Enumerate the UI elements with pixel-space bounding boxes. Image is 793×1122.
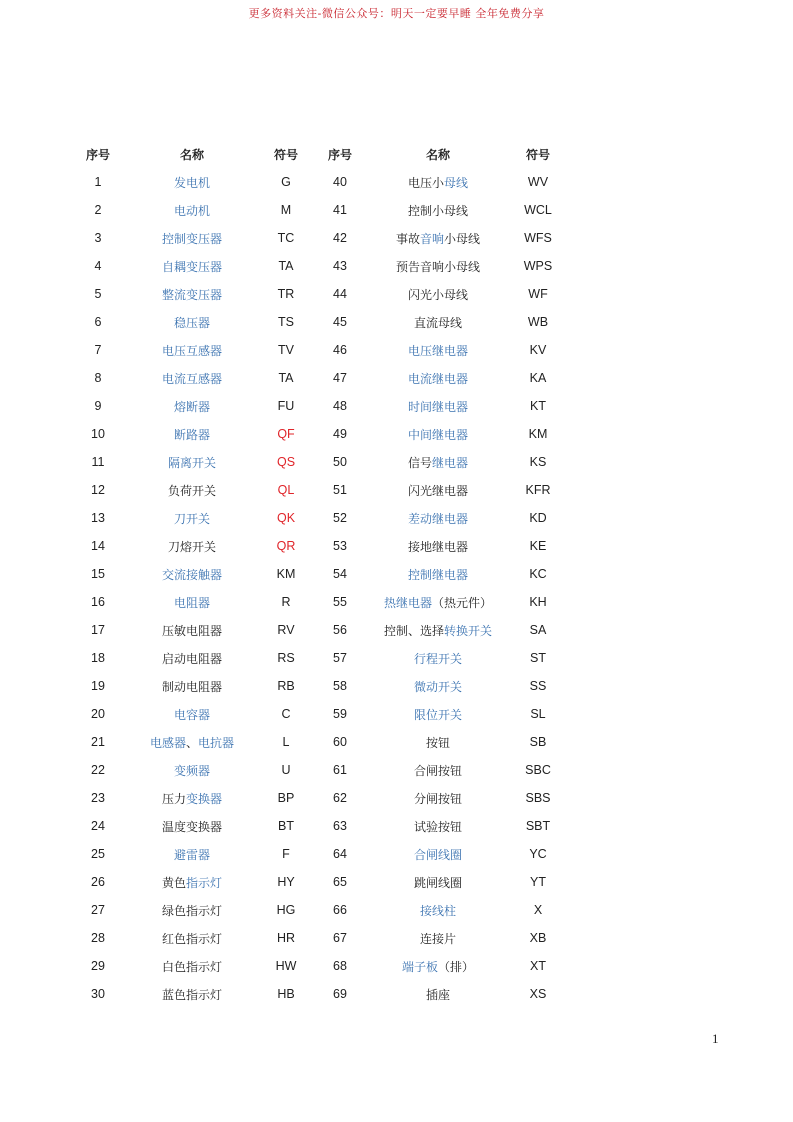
symbol-cell: XS	[529, 987, 547, 1001]
name-text: 制动电阻器	[161, 679, 222, 694]
index-cell: 5	[94, 287, 102, 301]
symbol-cell: KFR	[525, 483, 551, 497]
table-header-row	[70, 140, 566, 168]
name-text: 预告音响小母线	[395, 259, 480, 274]
symbol-cell: WCL	[524, 203, 552, 217]
index-cell: 51	[333, 483, 347, 497]
linked-term[interactable]: 发电机	[173, 175, 210, 190]
index-cell: 22	[91, 763, 105, 777]
name-cell	[366, 728, 510, 756]
name-text: 按钮	[425, 735, 450, 750]
name-cell	[126, 308, 258, 336]
index-cell: 18	[91, 651, 105, 665]
index-cell: 26	[91, 875, 105, 889]
table-row	[70, 224, 566, 252]
name-cell	[366, 252, 510, 280]
name-cell	[366, 476, 510, 504]
index-cell: 20	[91, 707, 105, 721]
linked-term[interactable]: 变换器	[186, 791, 223, 806]
table-row	[70, 896, 566, 924]
symbol-cell: KS	[529, 455, 547, 469]
index-cell: 6	[94, 315, 102, 329]
index-cell: 68	[333, 959, 347, 973]
symbol-cell: SS	[529, 679, 547, 693]
name-cell	[126, 952, 258, 980]
linked-term[interactable]: 合闸线圈	[413, 847, 462, 862]
symbol-cell: RS	[277, 651, 295, 665]
name-cell	[126, 392, 258, 420]
table-row	[70, 504, 566, 532]
symbol-cell: QL	[277, 483, 295, 497]
symbol-cell: U	[281, 763, 291, 777]
table-row	[70, 784, 566, 812]
table-row	[70, 448, 566, 476]
name-cell	[126, 588, 258, 616]
table-row	[70, 392, 566, 420]
symbol-cell: WB	[527, 315, 549, 329]
index-cell: 41	[333, 203, 347, 217]
symbol-cell: L	[282, 735, 290, 749]
linked-term[interactable]: 电感器	[149, 735, 186, 750]
symbol-cell: XT	[530, 959, 546, 973]
name-text: 跳闸线圈	[413, 875, 462, 890]
linked-term[interactable]: 电容器	[173, 707, 210, 722]
symbol-cell: FU	[277, 399, 295, 413]
name-text: 信号	[407, 455, 432, 470]
name-cell	[366, 588, 510, 616]
table-row	[70, 280, 566, 308]
name-cell	[126, 700, 258, 728]
name-text: 电压小	[407, 175, 444, 190]
name-cell	[366, 532, 510, 560]
table-row	[70, 924, 566, 952]
name-cell	[366, 840, 510, 868]
name-cell	[126, 420, 258, 448]
table-row	[70, 532, 566, 560]
linked-term[interactable]: 微动开关	[413, 679, 462, 694]
symbol-cell: SBT	[525, 819, 551, 833]
symbol-cell: HG	[276, 903, 296, 917]
linked-term[interactable]: 电压继电器	[407, 343, 468, 358]
linked-term[interactable]: 控制变压器	[161, 231, 222, 246]
index-cell: 30	[91, 987, 105, 1001]
name-text: 合闸按钮	[413, 763, 462, 778]
linked-term[interactable]: 热继电器	[383, 595, 432, 610]
table-row	[70, 728, 566, 756]
name-cell	[366, 420, 510, 448]
symbol-cell: HR	[276, 931, 296, 945]
name-cell	[366, 756, 510, 784]
name-cell	[126, 840, 258, 868]
linked-term[interactable]: 整流变压器	[161, 287, 222, 302]
header-index-1: 序号	[85, 147, 110, 162]
index-cell: 8	[94, 371, 102, 385]
symbol-cell: SL	[530, 707, 546, 721]
index-cell: 24	[91, 819, 105, 833]
linked-term[interactable]: 时间继电器	[407, 399, 468, 414]
header-symbol-1: 符号	[273, 147, 298, 162]
symbol-cell: BT	[278, 819, 294, 833]
symbol-cell: KH	[529, 595, 547, 609]
symbol-cell: HB	[277, 987, 295, 1001]
name-cell	[126, 252, 258, 280]
linked-term[interactable]: 隔离开关	[167, 455, 216, 470]
linked-term[interactable]: 电抗器	[198, 735, 235, 750]
linked-term[interactable]: 自耦变压器	[161, 259, 222, 274]
linked-term[interactable]: 接线柱	[419, 903, 456, 918]
index-cell: 14	[91, 539, 105, 553]
symbol-cell: HY	[277, 875, 295, 889]
table-row	[70, 616, 566, 644]
index-cell: 10	[91, 427, 105, 441]
header-index-2: 序号	[327, 147, 352, 162]
linked-term[interactable]: 差动继电器	[407, 511, 468, 526]
index-cell: 11	[91, 455, 105, 469]
index-cell: 25	[91, 847, 105, 861]
name-cell	[126, 504, 258, 532]
table-row	[70, 980, 566, 1008]
name-cell	[126, 924, 258, 952]
index-cell: 58	[333, 679, 347, 693]
symbol-cell: TA	[278, 259, 294, 273]
name-cell	[126, 812, 258, 840]
name-cell	[366, 168, 510, 196]
header-banner: 更多资料关注-微信公众号：明天一定要早睡 全年免费分享	[248, 7, 545, 20]
name-cell	[126, 896, 258, 924]
symbol-cell: TV	[278, 343, 294, 357]
symbol-cell: RV	[277, 623, 295, 637]
index-cell: 12	[91, 483, 105, 497]
symbol-cell: TA	[278, 371, 294, 385]
name-cell	[366, 616, 510, 644]
linked-term[interactable]: 电流继电器	[407, 371, 468, 386]
name-text: 试验按钮	[413, 819, 462, 834]
index-cell: 57	[333, 651, 347, 665]
symbol-cell: TS	[278, 315, 294, 329]
symbol-cell: RB	[277, 679, 295, 693]
symbol-cell: SBC	[525, 763, 551, 777]
linked-term[interactable]: 避雷器	[173, 847, 210, 862]
index-cell: 3	[94, 231, 102, 245]
name-text: 启动电阻器	[161, 651, 222, 666]
index-cell: 60	[333, 735, 347, 749]
name-cell	[366, 504, 510, 532]
table-row	[70, 952, 566, 980]
linked-term[interactable]: 行程开关	[413, 651, 462, 666]
symbol-cell: R	[281, 595, 291, 609]
name-cell	[126, 196, 258, 224]
index-cell: 16	[91, 595, 105, 609]
table-row	[70, 840, 566, 868]
table-row	[70, 196, 566, 224]
name-cell	[126, 224, 258, 252]
symbol-cell: QK	[276, 511, 296, 525]
linked-term[interactable]: 继电器	[432, 455, 469, 470]
symbol-cell: KC	[529, 567, 547, 581]
linked-term[interactable]: 控制继电器	[407, 567, 468, 582]
index-cell: 29	[91, 959, 105, 973]
index-cell: 28	[91, 931, 105, 945]
symbol-cell: SA	[529, 623, 547, 637]
name-cell	[366, 980, 510, 1008]
table-row	[70, 252, 566, 280]
symbol-cell: XB	[529, 931, 547, 945]
name-cell	[126, 644, 258, 672]
index-cell: 17	[91, 623, 105, 637]
name-text: 刀熔开关	[167, 539, 216, 554]
table-row	[70, 476, 566, 504]
name-text: 黄色	[161, 875, 186, 890]
name-text: 直流母线	[413, 315, 462, 330]
index-cell: 44	[333, 287, 347, 301]
name-cell	[366, 784, 510, 812]
name-text: 绿色指示灯	[161, 903, 222, 918]
index-cell: 15	[91, 567, 105, 581]
name-cell	[126, 336, 258, 364]
symbol-cell: HW	[275, 959, 297, 973]
name-text: 压敏电阻器	[161, 623, 222, 638]
name-text: （热元件）	[432, 595, 493, 610]
symbol-cell: BP	[277, 791, 295, 805]
index-cell: 45	[333, 315, 347, 329]
name-text: 红色指示灯	[161, 931, 222, 946]
name-cell	[126, 448, 258, 476]
name-cell	[366, 280, 510, 308]
name-cell	[366, 672, 510, 700]
index-cell: 21	[91, 735, 105, 749]
name-cell	[126, 616, 258, 644]
linked-term[interactable]: 中间继电器	[407, 427, 468, 442]
index-cell: 54	[333, 567, 347, 581]
name-cell	[366, 924, 510, 952]
name-text: 小母线	[444, 231, 481, 246]
name-cell	[366, 896, 510, 924]
symbol-cell: KV	[529, 343, 547, 357]
index-cell: 1	[94, 175, 102, 189]
page-number: 1	[712, 1031, 719, 1046]
name-cell	[126, 476, 258, 504]
index-cell: 4	[94, 259, 102, 273]
table-row	[70, 700, 566, 728]
symbol-cell: KT	[530, 399, 546, 413]
symbol-cell: TR	[277, 287, 295, 301]
symbol-cell: QS	[276, 455, 296, 469]
index-cell: 55	[333, 595, 347, 609]
symbol-cell: QR	[276, 539, 296, 553]
linked-term[interactable]: 稳压器	[173, 315, 210, 330]
index-cell: 23	[91, 791, 105, 805]
name-text: 插座	[425, 987, 450, 1002]
index-cell: 69	[333, 987, 347, 1001]
index-cell: 46	[333, 343, 347, 357]
symbol-cell: SBS	[525, 791, 551, 805]
index-cell: 49	[333, 427, 347, 441]
name-cell	[366, 868, 510, 896]
table-row	[70, 588, 566, 616]
name-text: 负荷开关	[167, 483, 216, 498]
linked-term[interactable]: 电动机	[173, 203, 210, 218]
table-row	[70, 308, 566, 336]
name-cell	[366, 644, 510, 672]
table-row	[70, 420, 566, 448]
index-cell: 59	[333, 707, 347, 721]
name-text: 接地继电器	[407, 539, 468, 554]
index-cell: 66	[333, 903, 347, 917]
symbol-cell: G	[281, 175, 291, 189]
header-name-1: 名称	[179, 147, 204, 162]
linked-term[interactable]: 变频器	[173, 763, 210, 778]
table-row	[70, 812, 566, 840]
symbol-cell: KD	[529, 511, 547, 525]
linked-term[interactable]: 端子板	[401, 959, 438, 974]
name-cell	[126, 280, 258, 308]
table-row	[70, 168, 566, 196]
name-text: 闪光继电器	[407, 483, 468, 498]
linked-term[interactable]: 电阻器	[173, 595, 210, 610]
index-cell: 64	[333, 847, 347, 861]
index-cell: 9	[94, 399, 102, 413]
name-cell	[126, 364, 258, 392]
symbol-cell: YT	[530, 875, 546, 889]
index-cell: 61	[333, 763, 347, 777]
name-cell	[366, 812, 510, 840]
name-cell	[126, 868, 258, 896]
symbol-cell: TC	[277, 231, 295, 245]
linked-term[interactable]: 母线	[444, 175, 469, 190]
name-cell	[366, 196, 510, 224]
name-text: 闪光小母线	[407, 287, 468, 302]
index-cell: 52	[333, 511, 347, 525]
index-cell: 43	[333, 259, 347, 273]
table-row	[70, 560, 566, 588]
name-text: 控制小母线	[407, 203, 468, 218]
symbol-cell: QF	[277, 427, 295, 441]
table-row	[70, 364, 566, 392]
index-cell: 48	[333, 399, 347, 413]
name-cell	[126, 784, 258, 812]
index-cell: 19	[91, 679, 105, 693]
symbol-cell: WV	[527, 175, 549, 189]
name-text: 压力	[161, 791, 186, 806]
index-cell: 7	[94, 343, 102, 357]
symbol-cell: YC	[529, 847, 547, 861]
linked-term[interactable]: 电压互感器	[161, 343, 222, 358]
index-cell: 27	[91, 903, 105, 917]
name-cell	[366, 392, 510, 420]
linked-term[interactable]: 交流接触器	[161, 567, 222, 582]
name-cell	[126, 756, 258, 784]
table-row	[70, 756, 566, 784]
index-cell: 40	[333, 175, 347, 189]
symbol-table	[70, 140, 566, 1008]
linked-term[interactable]: 指示灯	[186, 875, 223, 890]
symbol-cell: WPS	[523, 259, 553, 273]
name-cell	[126, 560, 258, 588]
index-cell: 13	[91, 511, 105, 525]
symbol-cell: SB	[529, 735, 547, 749]
index-cell: 47	[333, 371, 347, 385]
linked-term[interactable]: 熔断器	[173, 399, 210, 414]
table-row	[70, 868, 566, 896]
index-cell: 50	[333, 455, 347, 469]
table-row	[70, 644, 566, 672]
name-cell	[366, 336, 510, 364]
header-name-2: 名称	[425, 147, 450, 162]
index-cell: 63	[333, 819, 347, 833]
symbol-cell: X	[533, 903, 543, 917]
name-cell	[366, 952, 510, 980]
symbol-cell: F	[282, 847, 290, 861]
name-cell	[366, 700, 510, 728]
name-cell	[126, 672, 258, 700]
name-cell	[366, 448, 510, 476]
symbol-cell: KA	[529, 371, 547, 385]
symbol-cell: C	[281, 707, 291, 721]
name-cell	[126, 532, 258, 560]
symbol-cell: WFS	[524, 231, 552, 245]
name-text: 蓝色指示灯	[161, 987, 222, 1002]
table-row	[70, 336, 566, 364]
index-cell: 62	[333, 791, 347, 805]
name-cell	[366, 364, 510, 392]
index-cell: 65	[333, 875, 347, 889]
linked-term[interactable]: 音响	[419, 231, 444, 246]
name-cell	[366, 560, 510, 588]
name-cell	[366, 308, 510, 336]
index-cell: 42	[333, 231, 347, 245]
symbol-cell: KM	[528, 427, 548, 441]
linked-term[interactable]: 断路器	[173, 427, 210, 442]
symbol-cell: KM	[276, 567, 296, 581]
symbol-cell: M	[280, 203, 292, 217]
linked-term[interactable]: 转换开关	[444, 623, 493, 638]
index-cell: 67	[333, 931, 347, 945]
index-cell: 56	[333, 623, 347, 637]
index-cell: 53	[333, 539, 347, 553]
index-cell: 2	[94, 203, 102, 217]
name-text: 白色指示灯	[161, 959, 222, 974]
linked-term[interactable]: 电流互感器	[161, 371, 222, 386]
name-cell	[126, 728, 258, 756]
name-text: （排）	[438, 959, 475, 974]
name-text: 分闸按钮	[413, 791, 462, 806]
name-text: 、	[185, 735, 198, 750]
name-cell	[366, 224, 510, 252]
linked-term[interactable]: 限位开关	[413, 707, 462, 722]
name-text: 连接片	[419, 931, 456, 946]
linked-term[interactable]: 刀开关	[173, 511, 210, 526]
name-text: 事故	[395, 231, 420, 246]
name-text: 温度变换器	[161, 819, 222, 834]
name-cell	[126, 980, 258, 1008]
name-text: 控制、选择	[383, 623, 444, 638]
name-cell	[126, 168, 258, 196]
header-symbol-2: 符号	[525, 147, 550, 162]
table-row	[70, 672, 566, 700]
symbol-cell: KE	[529, 539, 547, 553]
symbol-cell: ST	[530, 651, 546, 665]
symbol-cell: WF	[528, 287, 548, 301]
